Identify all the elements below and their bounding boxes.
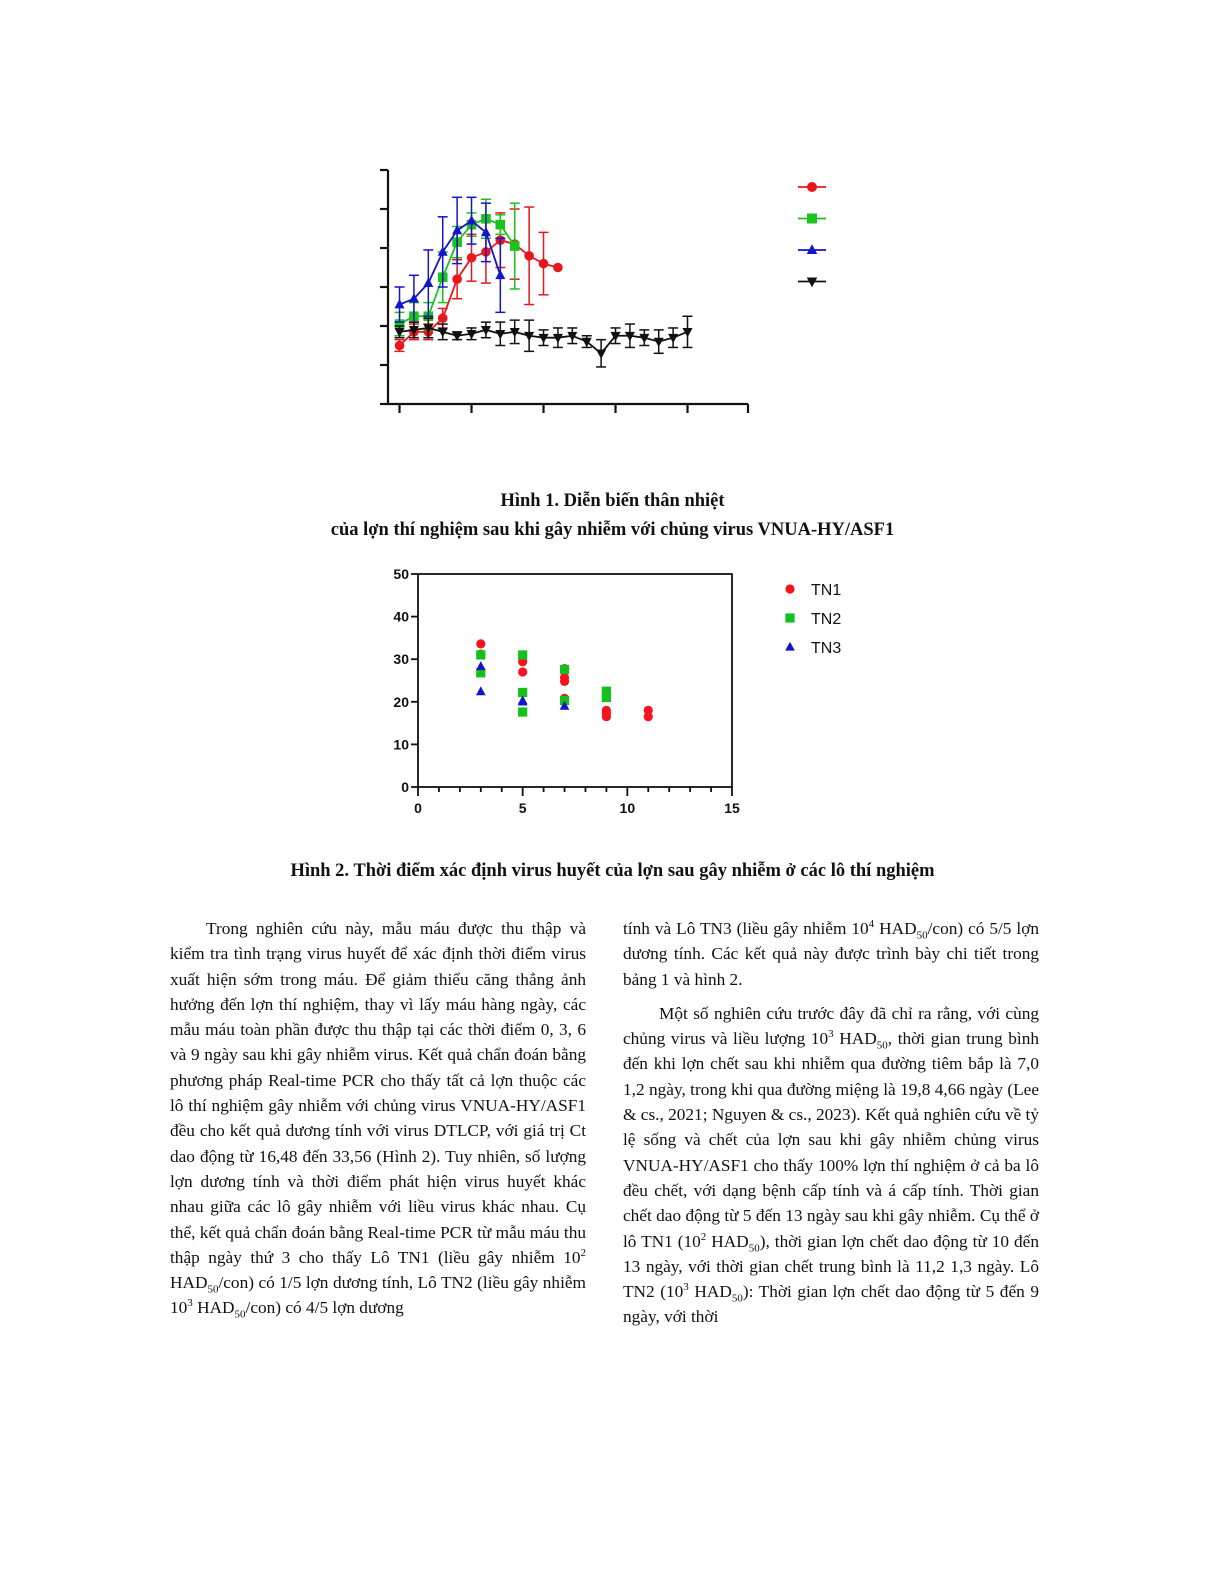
- data-point: [481, 227, 491, 236]
- figure-1-caption-line1: Hình 1. Diễn biến thân nhiệt: [500, 491, 725, 511]
- data-point: [438, 313, 448, 323]
- series-tn2: [476, 650, 611, 716]
- legend-label: TN3: [811, 640, 842, 657]
- data-point: [602, 693, 611, 702]
- paragraph: tính và Lô TN3 (liều gây nhiễm $10^4$ $HAD_{50}/con$) có 5/5 lợn dương tính. Các kết quả này được trình bày chi tiết trong bảng 1 và hình 2.: [623, 918, 1039, 989]
- legend: [798, 182, 826, 287]
- y-tick-label: 50: [393, 566, 409, 582]
- x-tick-label: 15: [724, 800, 740, 816]
- data-point: [423, 278, 433, 287]
- data-point: [476, 661, 486, 670]
- paragraph: Một số nghiên cứu trước đây đã chỉ ra rằng, với cùng chủng virus và liều lượng $10^3$ $HAD_{50}$, thời gian trung bình đến khi lợn chết sau khi nhiễm qua đường tiêm bắp là 7,0 1,2 ngày, trong khi qua đường miệng là 19,8 4,66 ngày (Lee & cs., 2021; Nguyen & cs., 2023). Kết quả nghiên cứu về tỷ lệ sống và chết của lợn sau khi gây nhiễm chủng virus VNUA-HY/ASF1 cho thấy 100% lợn thí nghiệm ở cả ba lô đều chết, với dạng bệnh cấp tính và á cấp tính. Thời gian chết dao động từ 5 đến 13 ngày sau khi gây nhiễm. Cụ thể ở lô TN1 ($10^2$ $HAD_{50}$), thời gian lợn chết dao động từ 10 đến 13 ngày, với thời gian chết trung bình là 11,2 1,3 ngày. Lô TN2 ($10^3$ $HAD_{50}$): Thời gian lợn chết dao động từ 5 đến 9 ngày, với thời: [623, 1003, 1039, 1327]
- axes: [411, 574, 732, 796]
- data-point: [467, 253, 477, 263]
- figure-1-caption: [0, 487, 1225, 545]
- data-point: [560, 677, 569, 686]
- data-point: [644, 712, 653, 721]
- paragraph: Trong nghiên cứu này, mẫu máu được thu thập và kiểm tra tình trạng virus huyết để xác định thời điểm virus xuất hiện sớm trong máu. Để giảm thiểu căng thẳng ảnh hưởng đến lợn thí nghiệm, thay vì lấy máu hàng ngày, các mẫu máu toàn phần được thu thập tại các thời điểm 0, 3, 6 và 9 ngày sau khi gây nhiễm virus. Kết quả chẩn đoán bằng phương pháp Real-time PCR cho thấy tất cả lợn thuộc các lô thí nghiệm gây nhiễm với chủng virus VNUA-HY/ASF1 đều cho kết quả dương tính với virus DTLCP, với giá trị Ct dao động từ 16,48 đến 33,56 (Hình 2). Tuy nhiên, số lượng lợn dương tính và thời điểm phát hiện virus huyết khác nhau giữa các lô gây nhiễm với liều virus khác nhau. Cụ thể, kết quả chẩn đoán bằng Real-time PCR từ mẫu máu thu thập ngày thứ 3 cho thấy Lô TN1 (liều gây nhiễm $10^2$ $HAD_{50}/con$) có 1/5 lợn dương tính, Lô TN2 (liều gây nhiễm $10^3$ $HAD_{50}/con$) có 4/5 lợn dương: [170, 919, 586, 1321]
- y-tick-label: 0: [401, 779, 409, 795]
- data-point: [602, 712, 611, 721]
- data-point: [395, 341, 405, 351]
- data-point: [654, 338, 664, 347]
- legend-marker: [785, 584, 794, 593]
- data-point: [495, 330, 505, 339]
- data-point: [476, 686, 486, 695]
- x-tick-label: 10: [619, 800, 636, 816]
- legend-marker: [785, 613, 794, 622]
- x-tick-label: 0: [414, 800, 422, 816]
- legend-marker: [807, 214, 817, 224]
- series-4: [394, 316, 692, 367]
- text-column-left: [170, 916, 586, 1330]
- legend-marker: [807, 182, 817, 192]
- y-tick-label: 30: [393, 651, 409, 668]
- data-point: [596, 349, 606, 358]
- data-point: [518, 650, 527, 659]
- data-point: [553, 263, 563, 273]
- data-point: [452, 274, 462, 284]
- legend-label: TN2: [811, 611, 842, 628]
- text-column-right: [623, 916, 1039, 1339]
- data-point: [476, 639, 485, 648]
- data-point: [539, 259, 549, 269]
- series-line: [400, 240, 558, 345]
- figure-1-caption-line2: của lợn thí nghiệm sau khi gây nhiễm với chủng virus VNUA-HY/ASF1: [330, 520, 895, 540]
- data-point: [560, 665, 569, 674]
- figure-2-caption: Hình 2. Thời điểm xác định virus huyết của lợn sau gây nhiễm ở các lô thí nghiệm: [290, 861, 935, 881]
- figure-1-temperature-chart: [370, 160, 840, 420]
- y-tick-label: 40: [393, 608, 409, 625]
- data-point: [524, 251, 534, 261]
- data-point: [496, 220, 506, 230]
- axes: [380, 170, 748, 413]
- plot-frame: [418, 574, 732, 787]
- legend-label: TN1: [811, 582, 842, 599]
- figure-2-viremia-chart: [390, 565, 870, 825]
- data-point: [518, 697, 528, 706]
- legend: [785, 582, 841, 657]
- y-tick-label: 10: [393, 736, 409, 753]
- data-point: [476, 650, 485, 659]
- legend-marker: [785, 642, 795, 651]
- y-tick-label: 20: [393, 693, 409, 710]
- x-tick-label: 5: [518, 800, 527, 816]
- data-point: [510, 241, 520, 251]
- data-point: [518, 707, 527, 716]
- data-point: [495, 270, 505, 279]
- data-point: [582, 338, 592, 347]
- data-point: [518, 667, 527, 676]
